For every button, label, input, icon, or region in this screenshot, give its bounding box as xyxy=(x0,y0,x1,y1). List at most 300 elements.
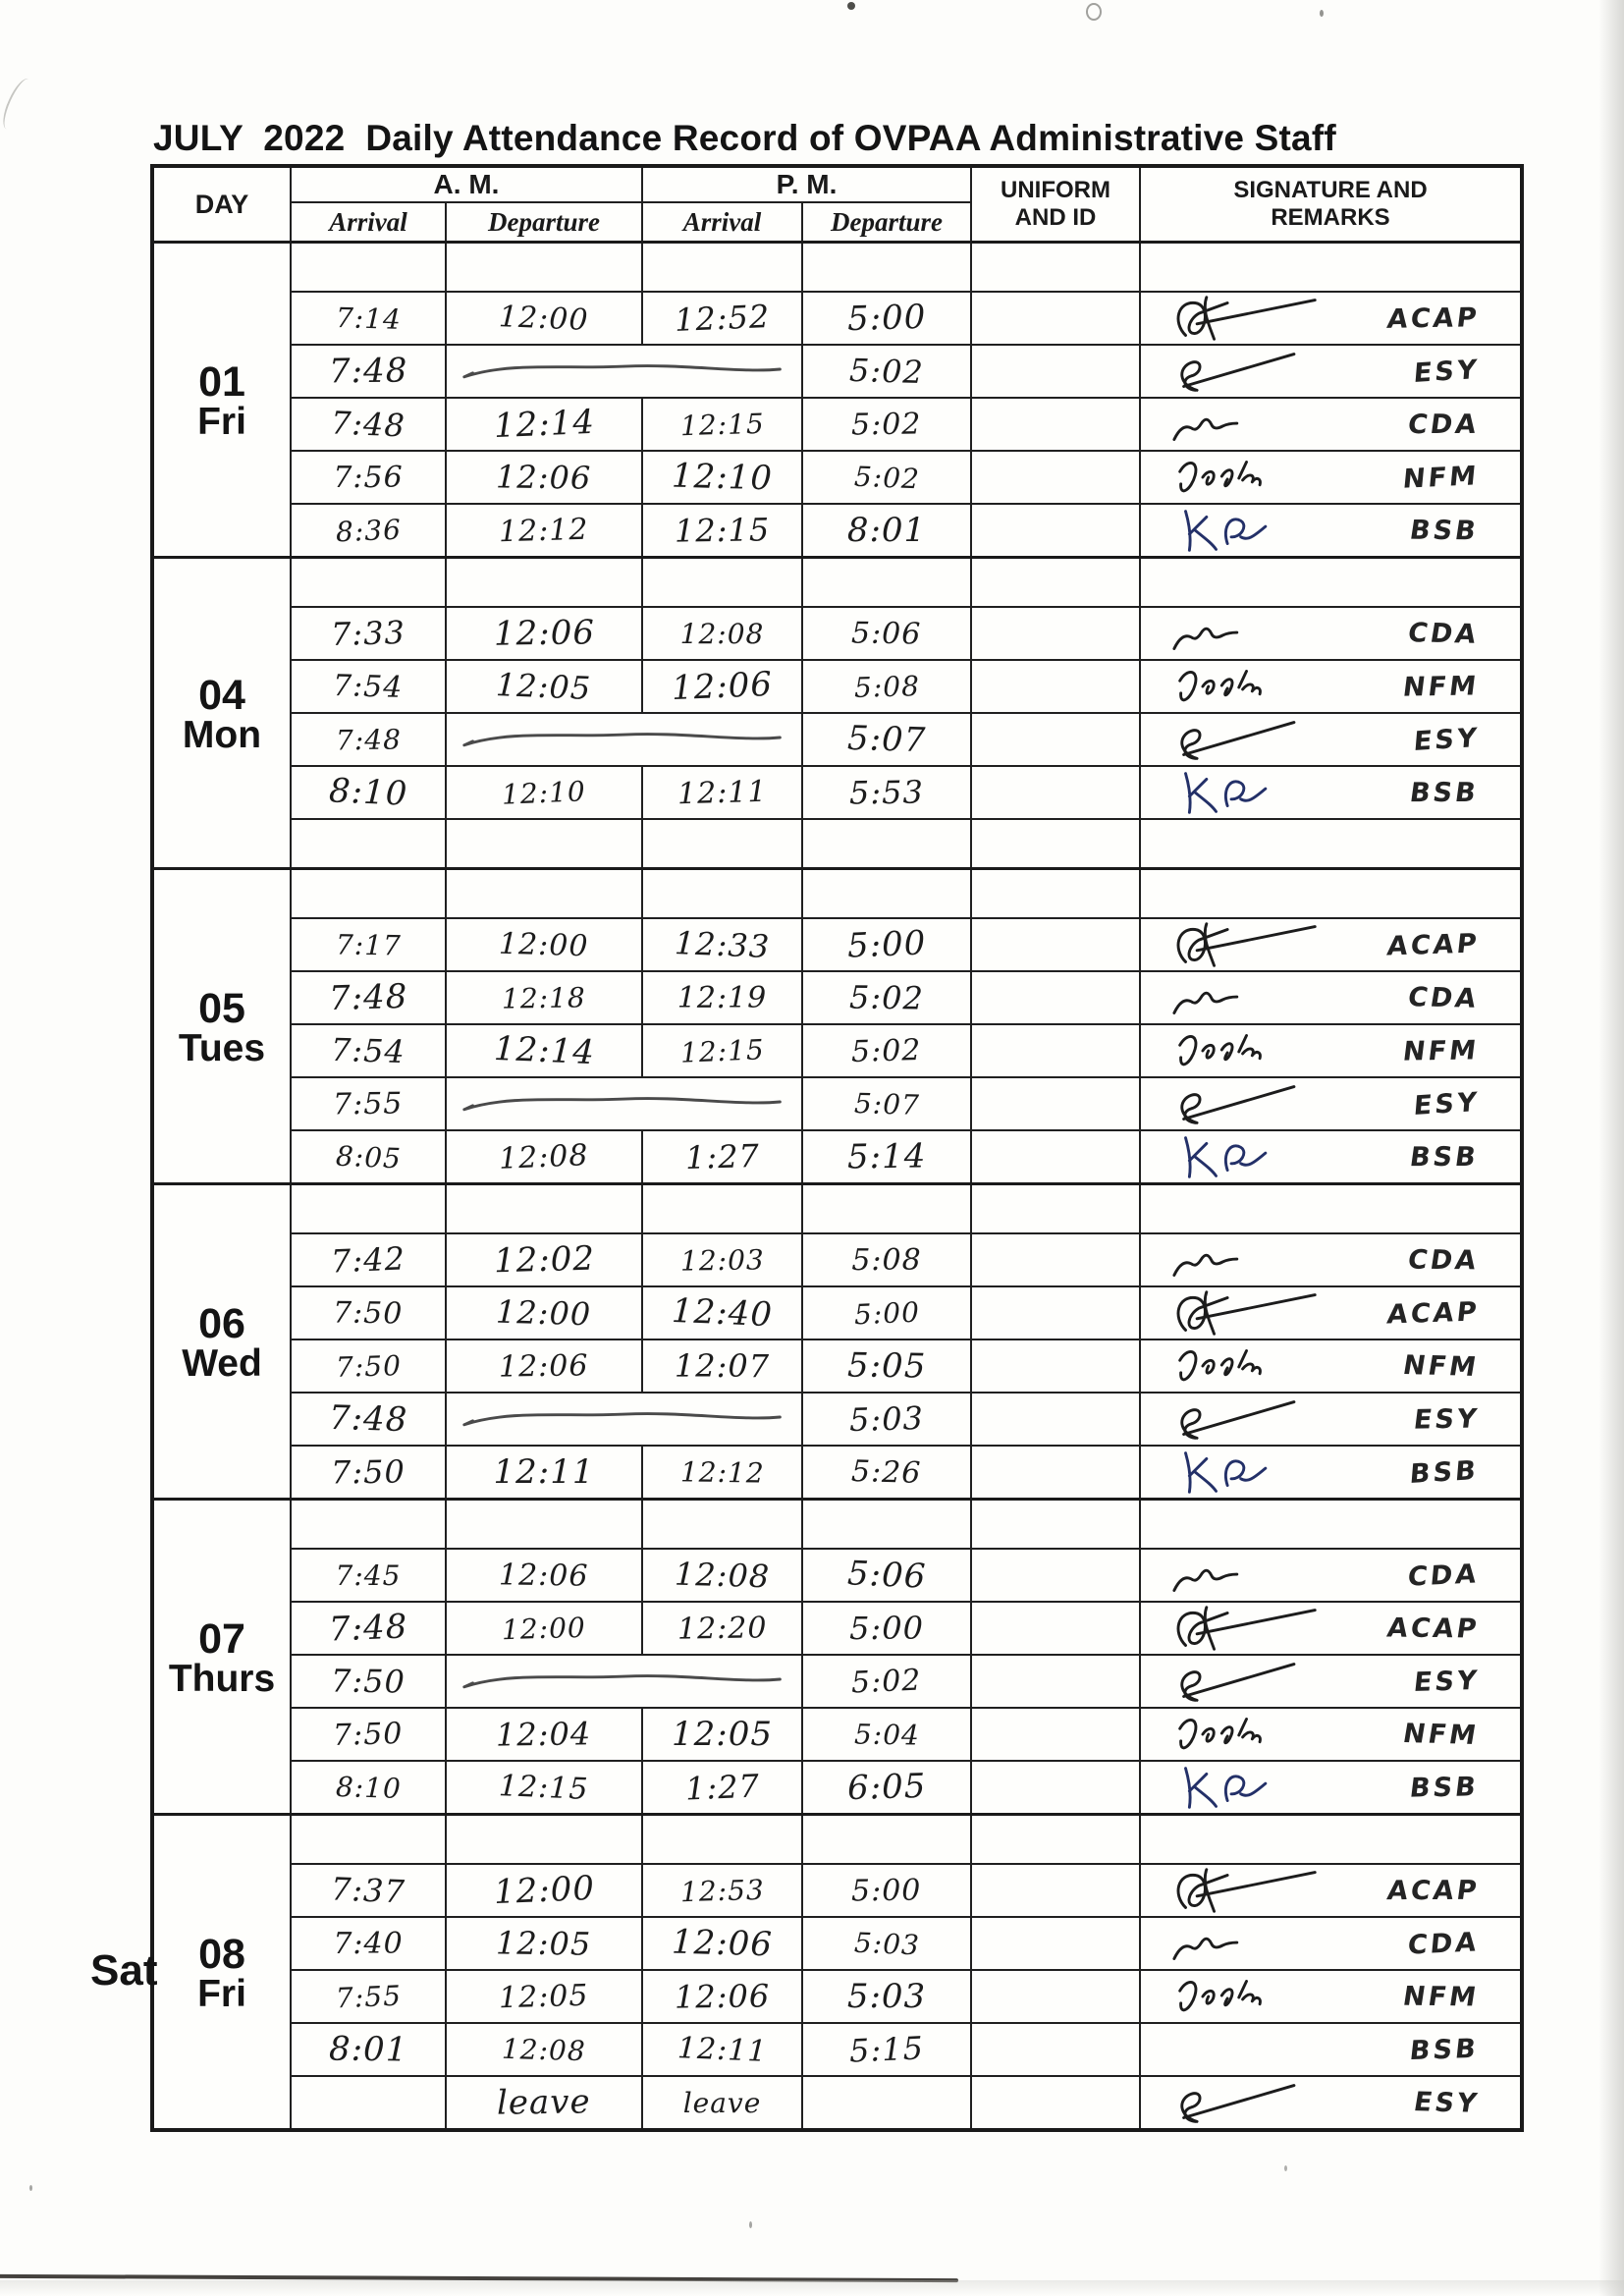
am-arrival-cell xyxy=(291,819,446,869)
pm-departure-cell xyxy=(802,1864,971,1917)
handwritten-entry: 12:14 xyxy=(492,402,596,447)
day-number: 08 xyxy=(198,1930,245,1978)
am-departure-cell xyxy=(446,504,642,558)
handwritten-entry: 5:05 xyxy=(846,1345,927,1387)
signature-remarks-cell xyxy=(1140,1184,1522,1234)
pm-departure-cell xyxy=(802,971,971,1024)
handwritten-entry: 12:06 xyxy=(493,613,595,654)
uniform-id-cell xyxy=(971,1761,1140,1815)
pm-arrival-cell xyxy=(642,1130,802,1184)
attendance-table-body xyxy=(152,243,1522,2131)
remark-initials: NFM xyxy=(1400,1349,1482,1383)
signature-scribble xyxy=(1170,1762,1323,1813)
pm-departure-cell xyxy=(802,1446,971,1500)
pm-departure-cell xyxy=(802,345,971,398)
uniform-id-cell xyxy=(971,345,1140,398)
pm-departure-cell xyxy=(802,1917,971,1970)
signature-remarks-cell xyxy=(1140,398,1522,451)
signature-nfm-icon xyxy=(1170,1025,1323,1076)
am-departure-cell xyxy=(446,766,642,819)
am-arrival-cell xyxy=(291,1549,446,1602)
pm-departure-cell xyxy=(802,1970,971,2023)
uniform-id-cell xyxy=(971,660,1140,713)
handwritten-entry: 12:19 xyxy=(677,980,768,1015)
signature-acap-icon xyxy=(1170,1603,1323,1654)
handwritten-entry: 12:06 xyxy=(499,1347,589,1385)
pm-arrival-cell xyxy=(642,607,802,660)
empty-row xyxy=(152,243,1522,293)
handwritten-entry: 5:53 xyxy=(848,773,925,812)
signature-wrap xyxy=(1141,505,1520,556)
signature-nfm-icon xyxy=(1170,1709,1323,1760)
remark-initials: ESY xyxy=(1412,1086,1481,1121)
am-departure-cell xyxy=(446,243,642,293)
uniform-id-cell xyxy=(971,1970,1140,2023)
signature-scribble xyxy=(1170,505,1323,556)
strikethrough-dash-cell xyxy=(446,713,802,766)
header-signature-line1: SIGNATURE AND xyxy=(1233,176,1428,203)
pm-arrival-cell xyxy=(642,1761,802,1815)
day-weekday: Wed xyxy=(182,1342,262,1386)
handwritten-entry: 12:00 xyxy=(501,1611,587,1646)
attendance-row xyxy=(152,1970,1522,2023)
am-arrival-cell xyxy=(291,1286,446,1339)
attendance-row xyxy=(152,292,1522,345)
am-departure-cell xyxy=(446,1549,642,1602)
pm-departure-cell xyxy=(802,1286,971,1339)
signature-scribble xyxy=(1170,972,1323,1023)
pm-departure-cell xyxy=(802,398,971,451)
handwritten-entry: 12:52 xyxy=(674,297,771,340)
day-cell xyxy=(152,1500,291,1815)
am-arrival-cell xyxy=(291,1864,446,1917)
strikethrough-dash-cell xyxy=(446,345,802,398)
day-cell xyxy=(152,1184,291,1500)
signature-scribble xyxy=(1170,1025,1323,1076)
am-arrival-cell xyxy=(291,918,446,971)
signature-scribble xyxy=(1170,608,1323,659)
attendance-row xyxy=(152,1864,1522,1917)
pm-departure-cell xyxy=(802,713,971,766)
handwritten-entry: 7:50 xyxy=(330,1452,406,1492)
am-arrival-cell xyxy=(291,1500,446,1550)
dash-line xyxy=(458,1660,791,1699)
page-title: JULY 2022 Daily Attendance Record of OVPAA Administrative Staff xyxy=(153,118,1336,158)
am-departure-cell xyxy=(446,1130,642,1184)
am-arrival-cell xyxy=(291,1761,446,1815)
day-weekday: Tues xyxy=(178,1027,266,1070)
header-row-groups xyxy=(152,166,1522,202)
handwritten-entry: 12:12 xyxy=(498,512,590,549)
handwritten-entry: 7:50 xyxy=(330,1662,406,1701)
am-arrival-cell xyxy=(291,1602,446,1655)
handwritten-entry: 12:15 xyxy=(678,1032,765,1069)
handwritten-entry: 7:14 xyxy=(335,301,402,336)
uniform-id-cell xyxy=(971,607,1140,660)
uniform-id-cell xyxy=(971,1130,1140,1184)
empty-row xyxy=(152,1184,1522,1234)
am-arrival-cell xyxy=(291,1184,446,1234)
remark-initials: ESY xyxy=(1412,722,1481,757)
handwritten-entry: 7:48 xyxy=(330,404,406,445)
signature-scribble xyxy=(1170,714,1323,765)
pm-arrival-cell xyxy=(642,1970,802,2023)
uniform-id-cell xyxy=(971,713,1140,766)
signature-remarks-cell xyxy=(1140,243,1522,293)
pm-departure-cell xyxy=(802,1602,971,1655)
signature-wrap xyxy=(1141,1287,1520,1339)
handwritten-entry: 12:05 xyxy=(496,1924,592,1963)
day-weekday: Thurs xyxy=(168,1658,276,1701)
handwritten-entry: 7:45 xyxy=(335,1558,402,1592)
attendance-row xyxy=(152,398,1522,451)
uniform-id-cell xyxy=(971,971,1140,1024)
remark-initials: BSB xyxy=(1408,515,1482,546)
handwritten-entry: 5:03 xyxy=(846,1977,927,2016)
pm-departure-cell xyxy=(802,1339,971,1393)
uniform-id-cell xyxy=(971,1393,1140,1446)
attendance-row xyxy=(152,1655,1522,1708)
handwritten-entry: 6:05 xyxy=(846,1766,927,1809)
signature-acap-icon xyxy=(1170,919,1323,970)
header-pm: P. M. xyxy=(642,166,971,202)
am-departure-cell xyxy=(446,1761,642,1815)
pm-departure-cell xyxy=(802,869,971,919)
signature-wrap xyxy=(1141,2077,1520,2128)
signature-scribble xyxy=(1170,1340,1323,1392)
signature-scribble xyxy=(1170,1131,1323,1182)
am-arrival-cell xyxy=(291,2076,446,2130)
signature-nfm-icon xyxy=(1170,1971,1323,2022)
attendance-row xyxy=(152,2023,1522,2076)
remark-initials: CDA xyxy=(1405,409,1482,440)
signature-scribble xyxy=(1170,1971,1323,2022)
handwritten-entry: 5:02 xyxy=(848,978,925,1017)
signature-wrap xyxy=(1141,661,1520,712)
handwritten-entry: 12:40 xyxy=(671,1290,774,1336)
day-cell xyxy=(152,558,291,869)
signature-cda-icon xyxy=(1170,972,1323,1023)
handwritten-entry: 5:02 xyxy=(850,1663,923,1700)
pm-arrival-cell xyxy=(642,558,802,608)
attendance-row xyxy=(152,660,1522,713)
signature-wrap xyxy=(1141,399,1520,450)
signature-esy-icon xyxy=(1170,1078,1323,1129)
signature-remarks-cell xyxy=(1140,918,1522,971)
am-departure-cell xyxy=(446,292,642,345)
signature-remarks-cell xyxy=(1140,1602,1522,1655)
header-uniform-line2: AND ID xyxy=(1014,204,1097,231)
am-arrival-cell xyxy=(291,1077,446,1130)
day-weekday: Mon xyxy=(182,714,262,757)
signature-scribble xyxy=(1170,1603,1323,1654)
signature-wrap xyxy=(1141,767,1520,818)
am-departure-cell xyxy=(446,1500,642,1550)
signature-scribble xyxy=(1170,1550,1323,1601)
uniform-id-cell xyxy=(971,819,1140,869)
uniform-id-cell xyxy=(971,1815,1140,1865)
am-arrival-cell xyxy=(291,607,446,660)
am-arrival-cell xyxy=(291,2023,446,2076)
signature-wrap xyxy=(1141,714,1520,765)
attendance-table-header xyxy=(152,166,1522,243)
handwritten-entry: 12:11 xyxy=(677,2030,768,2069)
pm-arrival-cell xyxy=(642,1815,802,1865)
signature-remarks-cell xyxy=(1140,345,1522,398)
signature-wrap xyxy=(1141,452,1520,503)
am-arrival-cell xyxy=(291,292,446,345)
attendance-row xyxy=(152,1024,1522,1077)
signature-acap-icon xyxy=(1170,1287,1323,1339)
scan-edge-shadow-bottom xyxy=(0,2280,1624,2296)
uniform-id-cell xyxy=(971,1024,1140,1077)
signature-scribble xyxy=(1170,1865,1323,1916)
pm-departure-cell xyxy=(802,1549,971,1602)
handwritten-entry: 7:50 xyxy=(332,1716,405,1753)
handwritten-entry: 7:55 xyxy=(334,1979,403,2014)
handwritten-entry: 7:54 xyxy=(330,1030,406,1071)
am-arrival-cell xyxy=(291,1446,446,1500)
day-number: 01 xyxy=(198,357,245,406)
header-signature-remarks xyxy=(1140,166,1522,243)
signature-remarks-cell xyxy=(1140,1655,1522,1708)
signature-remarks-cell xyxy=(1140,1815,1522,1865)
signature-scribble xyxy=(1170,661,1323,712)
handwritten-entry: 7:56 xyxy=(333,460,404,495)
header-pm-arrival: Arrival xyxy=(642,202,802,243)
scan-ink-ring-speck xyxy=(1086,3,1102,21)
attendance-row xyxy=(152,504,1522,558)
attendance-row xyxy=(152,1233,1522,1286)
signature-remarks-cell xyxy=(1140,971,1522,1024)
handwritten-entry: 5:07 xyxy=(853,1086,920,1121)
pm-arrival-cell xyxy=(642,2076,802,2130)
pm-arrival-cell xyxy=(642,1864,802,1917)
attendance-row xyxy=(152,1077,1522,1130)
remark-initials: BSB xyxy=(1408,777,1482,808)
remark-initials: ESY xyxy=(1411,2086,1482,2119)
saturday-label: Sat xyxy=(90,1946,158,1995)
handwritten-entry: 5:00 xyxy=(852,1295,921,1331)
signature-esy-icon xyxy=(1170,714,1323,765)
handwritten-entry: 12:00 xyxy=(492,1868,596,1913)
handwritten-entry: 12:20 xyxy=(677,1610,768,1647)
am-arrival-cell xyxy=(291,1815,446,1865)
am-departure-cell xyxy=(446,1184,642,1234)
pm-departure-cell xyxy=(802,660,971,713)
am-departure-cell xyxy=(446,1864,642,1917)
pm-arrival-cell xyxy=(642,1184,802,1234)
uniform-id-cell xyxy=(971,1184,1140,1234)
am-departure-cell xyxy=(446,869,642,919)
signature-wrap xyxy=(1141,1234,1520,1285)
pm-arrival-cell xyxy=(642,1708,802,1761)
signature-esy-icon xyxy=(1170,346,1323,397)
attendance-row xyxy=(152,1549,1522,1602)
signature-scribble xyxy=(1170,1078,1323,1129)
signature-wrap xyxy=(1141,608,1520,659)
uniform-id-cell xyxy=(971,1655,1140,1708)
am-departure-cell xyxy=(446,558,642,608)
signature-scribble xyxy=(1170,399,1323,450)
signature-scribble xyxy=(1170,1447,1323,1498)
handwritten-entry: 5:00 xyxy=(846,923,927,966)
attendance-row xyxy=(152,766,1522,819)
uniform-id-cell xyxy=(971,918,1140,971)
handwritten-entry: 12:11 xyxy=(493,1452,595,1492)
handwritten-entry: 5:00 xyxy=(851,1873,922,1908)
attendance-row xyxy=(152,607,1522,660)
am-arrival-cell xyxy=(291,766,446,819)
handwritten-entry: 7:48 xyxy=(328,1397,408,1441)
signature-wrap xyxy=(1141,2024,1520,2075)
pm-departure-cell xyxy=(802,766,971,819)
pm-arrival-cell xyxy=(642,918,802,971)
handwritten-entry: 12:12 xyxy=(679,1454,765,1490)
remark-initials: CDA xyxy=(1406,1558,1481,1593)
am-arrival-cell xyxy=(291,243,446,293)
signature-remarks-cell xyxy=(1140,660,1522,713)
handwritten-entry: 12:15 xyxy=(679,407,765,442)
signature-wrap xyxy=(1141,1865,1520,1916)
uniform-id-cell xyxy=(971,2023,1140,2076)
day-weekday: Fri xyxy=(197,1973,246,2016)
pm-arrival-cell xyxy=(642,451,802,504)
signature-cda-icon xyxy=(1170,1550,1323,1601)
pm-arrival-cell xyxy=(642,819,802,869)
signature-scribble xyxy=(1170,293,1323,344)
signature-remarks-cell xyxy=(1140,1233,1522,1286)
handwritten-entry: 5:07 xyxy=(846,718,927,761)
am-departure-cell xyxy=(446,1024,642,1077)
handwritten-entry: 7:37 xyxy=(330,1870,406,1911)
scan-scratch-mark xyxy=(0,75,38,133)
handwritten-entry: 12:08 xyxy=(498,1137,590,1176)
am-arrival-cell xyxy=(291,869,446,919)
handwritten-entry: leave xyxy=(496,2082,592,2123)
uniform-id-cell xyxy=(971,1549,1140,1602)
handwritten-entry: 12:15 xyxy=(498,1768,590,1807)
uniform-id-cell xyxy=(971,398,1140,451)
handwritten-entry: 7:48 xyxy=(328,351,408,392)
scan-edge-shadow-right xyxy=(1598,0,1624,2296)
uniform-id-cell xyxy=(971,1286,1140,1339)
pm-arrival-cell xyxy=(642,1446,802,1500)
attendance-row xyxy=(152,1761,1522,1815)
remark-initials: ACAP xyxy=(1384,928,1481,961)
pm-arrival-cell xyxy=(642,1233,802,1286)
signature-acap-icon xyxy=(1170,293,1323,344)
handwritten-entry: 5:00 xyxy=(846,297,927,340)
handwritten-entry: 5:02 xyxy=(850,1032,923,1069)
attendance-row xyxy=(152,2076,1522,2130)
signature-wrap xyxy=(1141,293,1520,344)
am-arrival-cell xyxy=(291,713,446,766)
pm-arrival-cell xyxy=(642,1549,802,1602)
signature-scribble xyxy=(1170,767,1323,818)
pm-departure-cell xyxy=(802,292,971,345)
signature-wrap xyxy=(1141,972,1520,1023)
handwritten-entry: 5:00 xyxy=(849,1610,924,1647)
signature-scribble xyxy=(1170,1656,1323,1707)
header-am-arrival: Arrival xyxy=(291,202,446,243)
handwritten-entry: 12:08 xyxy=(674,1555,771,1596)
empty-row xyxy=(152,869,1522,919)
uniform-id-cell xyxy=(971,1339,1140,1393)
signature-bsb-icon xyxy=(1170,767,1323,818)
pm-departure-cell xyxy=(802,1655,971,1708)
handwritten-entry: 12:33 xyxy=(674,923,771,966)
handwritten-entry: 12:06 xyxy=(499,1557,589,1594)
handwritten-entry: 12:02 xyxy=(492,1238,596,1282)
signature-remarks-cell xyxy=(1140,1708,1522,1761)
signature-bsb-icon xyxy=(1170,505,1323,556)
handwritten-entry: 8:10 xyxy=(328,771,408,814)
attendance-row xyxy=(152,971,1522,1024)
am-departure-cell xyxy=(446,918,642,971)
uniform-id-cell xyxy=(971,1708,1140,1761)
handwritten-entry: 12:10 xyxy=(501,774,587,811)
pm-arrival-cell xyxy=(642,1286,802,1339)
remark-initials: NFM xyxy=(1400,1981,1482,2012)
pm-arrival-cell xyxy=(642,398,802,451)
handwritten-entry: 5:06 xyxy=(846,1554,927,1597)
signature-wrap xyxy=(1141,1971,1520,2022)
remark-initials: ACAP xyxy=(1384,1875,1482,1906)
signature-wrap xyxy=(1141,1447,1520,1498)
handwritten-entry: 5:06 xyxy=(851,616,922,651)
day-cell xyxy=(152,1815,291,2131)
pm-arrival-cell xyxy=(642,660,802,713)
uniform-id-cell xyxy=(971,2076,1140,2130)
pm-arrival-cell xyxy=(642,1500,802,1550)
signature-wrap xyxy=(1141,1550,1520,1601)
uniform-id-cell xyxy=(971,451,1140,504)
handwritten-entry: 5:02 xyxy=(848,351,925,392)
signature-wrap xyxy=(1141,1709,1520,1760)
remark-initials: ESY xyxy=(1411,1402,1481,1436)
scan-speck xyxy=(1284,2165,1287,2171)
pm-departure-cell xyxy=(802,451,971,504)
remark-initials: CDA xyxy=(1405,1244,1482,1276)
header-pm-departure: Departure xyxy=(802,202,971,243)
remark-initials: BSB xyxy=(1408,1771,1481,1804)
pm-arrival-cell xyxy=(642,971,802,1024)
attendance-row xyxy=(152,1130,1522,1184)
am-departure-cell xyxy=(446,1917,642,1970)
empty-row xyxy=(152,819,1522,869)
handwritten-entry: 12:05 xyxy=(498,1978,590,2015)
remark-initials: BSB xyxy=(1408,1141,1482,1173)
uniform-id-cell xyxy=(971,1500,1140,1550)
pm-departure-cell xyxy=(802,1024,971,1077)
am-arrival-cell xyxy=(291,1917,446,1970)
am-departure-cell xyxy=(446,607,642,660)
am-departure-cell xyxy=(446,1286,642,1339)
header-day: DAY xyxy=(152,166,291,243)
am-arrival-cell xyxy=(291,1708,446,1761)
pm-departure-cell xyxy=(802,1233,971,1286)
am-departure-cell xyxy=(446,2023,642,2076)
remark-initials: CDA xyxy=(1405,981,1482,1014)
signature-remarks-cell xyxy=(1140,1130,1522,1184)
signature-wrap xyxy=(1141,1918,1520,1969)
am-arrival-cell xyxy=(291,451,446,504)
handwritten-entry: 5:08 xyxy=(851,1242,922,1278)
handwritten-entry: 12:18 xyxy=(501,980,587,1015)
uniform-id-cell xyxy=(971,1233,1140,1286)
signature-remarks-cell xyxy=(1140,1761,1522,1815)
